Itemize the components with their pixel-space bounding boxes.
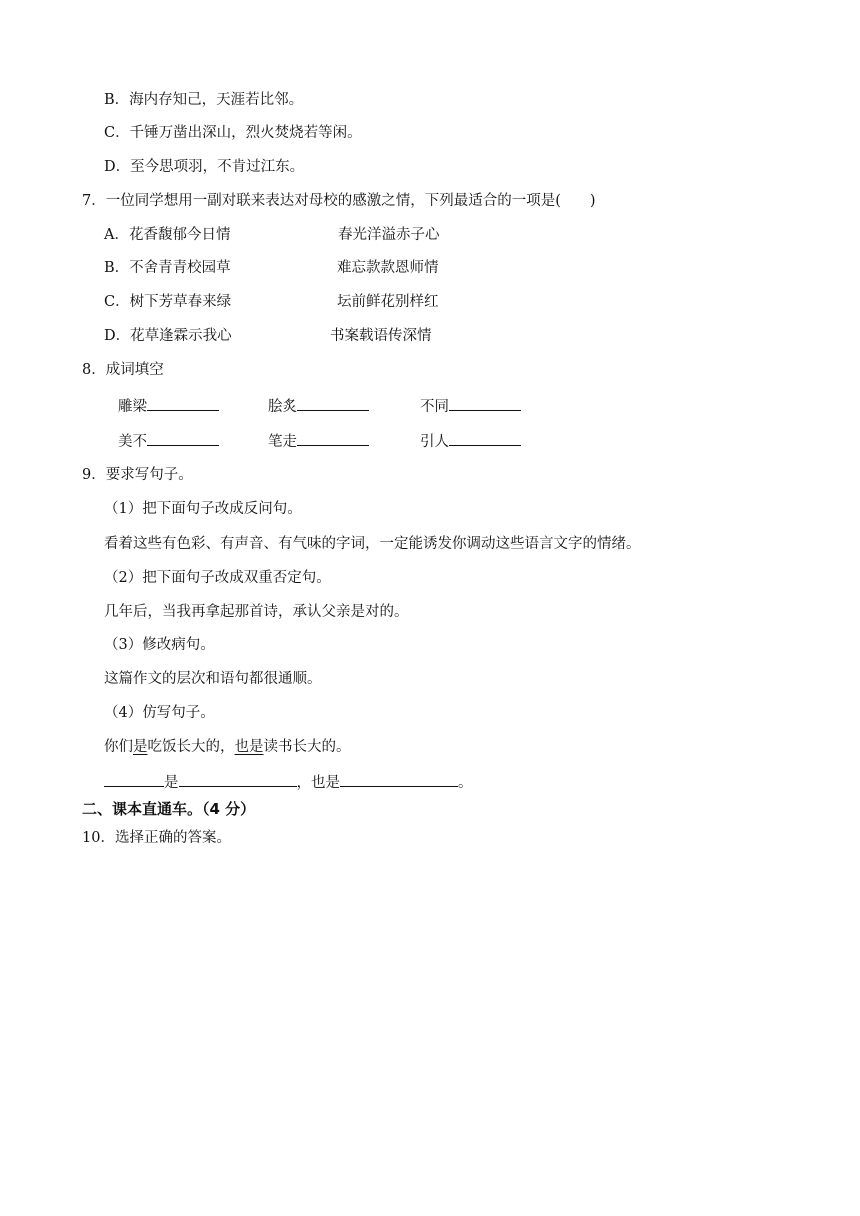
q7-option-d-left: D．花草逢霖示我心: [104, 328, 232, 344]
q9-part4-answer: [104, 771, 473, 791]
q6-option-d: D．至今思项羽，不肯过江东。: [104, 159, 305, 175]
answer-blank[interactable]: [449, 430, 521, 446]
q9-part2-text: 几年后，当我再拿起那首诗，承认父亲是对的。: [104, 604, 409, 620]
answer-blank[interactable]: [297, 395, 369, 411]
q7-option-c-right: 坛前鲜花别样红: [337, 294, 439, 310]
answer-blank[interactable]: [449, 395, 521, 411]
q9-stem: 9．要求写句子。: [82, 467, 193, 483]
q6-option-c: C．千锤万凿出深山，烈火焚烧若等闲。: [104, 125, 362, 141]
fill-connector: ，也是: [296, 775, 340, 791]
q8-word: 雕梁: [118, 399, 147, 415]
answer-blank[interactable]: [147, 395, 219, 411]
q8-item: [268, 395, 369, 415]
sentence-fragment: 读书长大的。: [263, 739, 351, 755]
answer-blank[interactable]: [147, 430, 219, 446]
q9-part4-text: [104, 737, 351, 757]
sentence-fragment: 你们: [104, 739, 133, 755]
answer-blank[interactable]: [297, 430, 369, 446]
q8-item: [268, 430, 369, 450]
q6-option-b: B．海内存知己，天涯若比邻。: [104, 92, 304, 108]
q8-stem: 8．成词填空: [82, 362, 164, 378]
q8-item: [420, 430, 521, 450]
q9-part3-label: （3）修改病句。: [104, 637, 215, 653]
q8-word: 引人: [420, 434, 449, 450]
answer-blank[interactable]: [340, 771, 458, 787]
answer-blank[interactable]: [104, 771, 164, 787]
q8-word: 脍炙: [268, 399, 297, 415]
q7-option-b-left: B．不舍青青校园草: [104, 260, 231, 276]
underlined-word: 是: [133, 739, 148, 755]
sentence-fragment: 吃饭长大的，: [147, 739, 235, 755]
underlined-word: 也是: [234, 739, 264, 755]
q9-part1-text: 看着这些有色彩、有声音、有气味的字词，一定能诱发你调动这些语言文字的情绪。: [104, 536, 641, 552]
q8-item: [118, 430, 219, 450]
q9-part4-label: （4）仿写句子。: [104, 705, 215, 721]
q7-option-a-left: A．花香馥郁今日情: [104, 227, 231, 243]
q10-stem: 10．选择正确的答案。: [82, 830, 231, 846]
q9-part1-label: （1）把下面句子改成反问句。: [104, 501, 302, 517]
q7-option-c-left: C．树下芳草春来绿: [104, 294, 232, 310]
fill-connector: 是: [164, 775, 179, 791]
answer-blank[interactable]: [179, 771, 297, 787]
q9-part2-label: （2）把下面句子改成双重否定句。: [104, 570, 331, 586]
q9-part3-text: 这篇作文的层次和语句都很通顺。: [104, 671, 322, 687]
q8-item: [118, 395, 219, 415]
section-2-title: 二、课本直通车。（4 分）: [82, 800, 256, 818]
q7-option-d-right: 书案载语传深情: [330, 328, 432, 344]
q8-word: 不同: [420, 399, 449, 415]
q7-option-b-right: 难忘款款恩师情: [337, 260, 439, 276]
q7-stem: 7．一位同学想用一副对联来表达对母校的感激之情，下列最适合的一项是( ): [82, 193, 596, 209]
q8-item: [420, 395, 521, 415]
q8-word: 笔走: [268, 434, 297, 450]
q7-option-a-right: 春光洋溢赤子心: [338, 227, 440, 243]
q8-word: 美不: [118, 434, 147, 450]
fill-connector: 。: [458, 775, 473, 791]
